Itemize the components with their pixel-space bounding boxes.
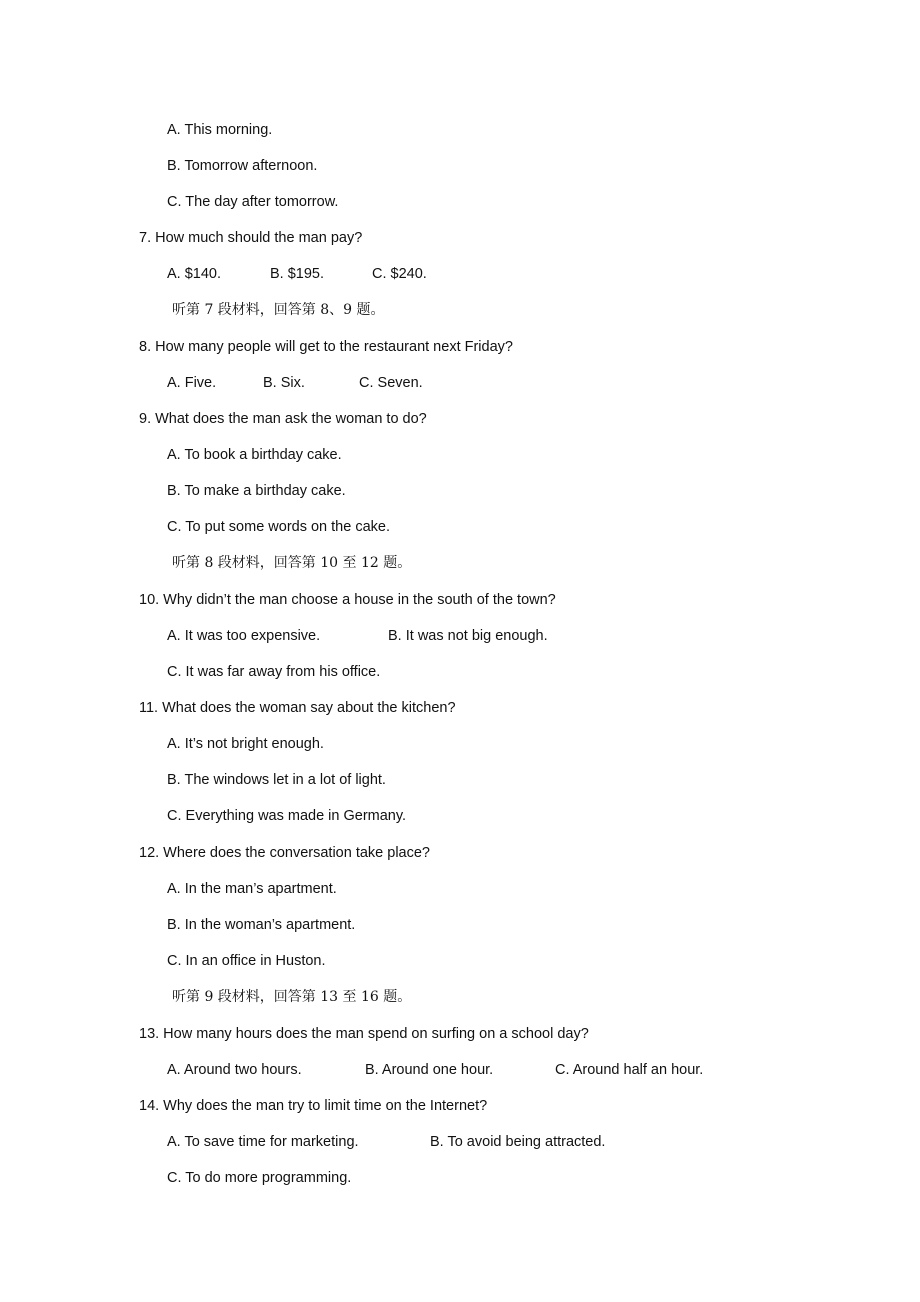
- q14-option-a: A. To save time for marketing.: [167, 1134, 359, 1150]
- q11-question: 11. What does the woman say about the kitchen?: [139, 700, 456, 716]
- q11-option-a: A. It’s not bright enough.: [167, 736, 324, 752]
- section-heading-7: 听第 7 段材料，回答第 8、9 题。: [172, 302, 385, 318]
- q7-question: 7. How much should the man pay?: [139, 230, 363, 246]
- q6-option-a: A. This morning.: [167, 122, 273, 138]
- q11-option-b: B. The windows let in a lot of light.: [167, 772, 386, 788]
- q10-option-c: C. It was far away from his office.: [167, 664, 381, 680]
- q9-question: 9. What does the man ask the woman to do?: [139, 411, 427, 427]
- q6-option-b: B. Tomorrow afternoon.: [167, 158, 318, 174]
- q10-option-a: A. It was too expensive.: [167, 628, 321, 644]
- q13-option-a: A. Around two hours.: [167, 1062, 302, 1078]
- section-heading-9: 听第 9 段材料，回答第 13 至 16 题。: [172, 989, 412, 1005]
- q7-option-c: C. $240.: [372, 266, 427, 282]
- q10-option-b: B. It was not big enough.: [388, 628, 548, 644]
- q14-option-b: B. To avoid being attracted.: [430, 1134, 606, 1150]
- q9-option-b: B. To make a birthday cake.: [167, 483, 346, 499]
- section-heading-8: 听第 8 段材料，回答第 10 至 12 题。: [172, 555, 412, 571]
- q9-option-c: C. To put some words on the cake.: [167, 519, 390, 535]
- q14-option-c: C. To do more programming.: [167, 1170, 352, 1186]
- q9-option-a: A. To book a birthday cake.: [167, 447, 342, 463]
- q13-option-c: C. Around half an hour.: [555, 1062, 704, 1078]
- q10-question: 10. Why didn’t the man choose a house in the south of the town?: [139, 592, 556, 608]
- q13-question: 13. How many hours does the man spend on surfing on a school day?: [139, 1026, 589, 1042]
- q8-option-c: C. Seven.: [359, 375, 423, 391]
- q6-option-c: C. The day after tomorrow.: [167, 194, 339, 210]
- q8-option-b: B. Six.: [263, 375, 305, 391]
- q7-option-b: B. $195.: [270, 266, 325, 282]
- q12-option-c: C. In an office in Huston.: [167, 953, 326, 969]
- q13-option-b: B. Around one hour.: [365, 1062, 494, 1078]
- q11-option-c: C. Everything was made in Germany.: [167, 808, 407, 824]
- q7-option-a: A. $140.: [167, 266, 222, 282]
- q12-option-b: B. In the woman’s apartment.: [167, 917, 356, 933]
- q12-question: 12. Where does the conversation take place?: [139, 845, 430, 861]
- q14-question: 14. Why does the man try to limit time on the Internet?: [139, 1098, 488, 1114]
- q12-option-a: A. In the man’s apartment.: [167, 881, 337, 897]
- q8-option-a: A. Five.: [167, 375, 217, 391]
- q8-question: 8. How many people will get to the restaurant next Friday?: [139, 339, 513, 355]
